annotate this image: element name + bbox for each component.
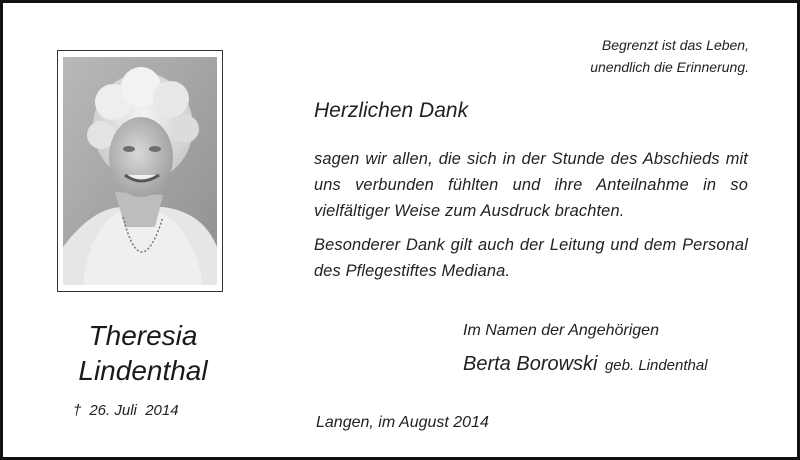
motto — [523, 34, 749, 78]
dagger-icon: † — [73, 402, 82, 419]
motto-line-1: Begrenzt ist das Leben, — [601, 37, 749, 53]
signer-birth-name: geb. Lindenthal — [604, 357, 708, 374]
portrait-photo-frame — [57, 50, 223, 292]
special-thanks-paragraph: Besonderer Dank gilt auch der Leitung und dem Personal des Pflegestiftes Mediana. — [314, 236, 748, 280]
heading: Herzlichen Dank — [314, 99, 469, 122]
death-date-line — [73, 402, 223, 419]
signer-name: Berta Borowski — [463, 353, 598, 375]
deceased-name — [43, 318, 243, 388]
deceased-last-name: Lindenthal — [78, 355, 208, 386]
portrait-photo — [63, 57, 217, 285]
thanks-paragraph: sagen wir allen, die sich in der Stunde des Abschieds mit uns verbunden fühlten und ihre Anteilnahme in so vielfältiger Weise zum Ausdruck brachten. — [314, 150, 748, 220]
death-date: 26. Juli 2014 — [89, 402, 179, 419]
on-behalf-line: Im Namen der Angehörigen — [463, 322, 659, 339]
signer — [463, 353, 708, 376]
place-date: Langen, im August 2014 — [316, 414, 489, 431]
motto-line-2: unendlich die Erinnerung. — [590, 59, 749, 75]
deceased-first-name: Theresia — [88, 320, 198, 351]
